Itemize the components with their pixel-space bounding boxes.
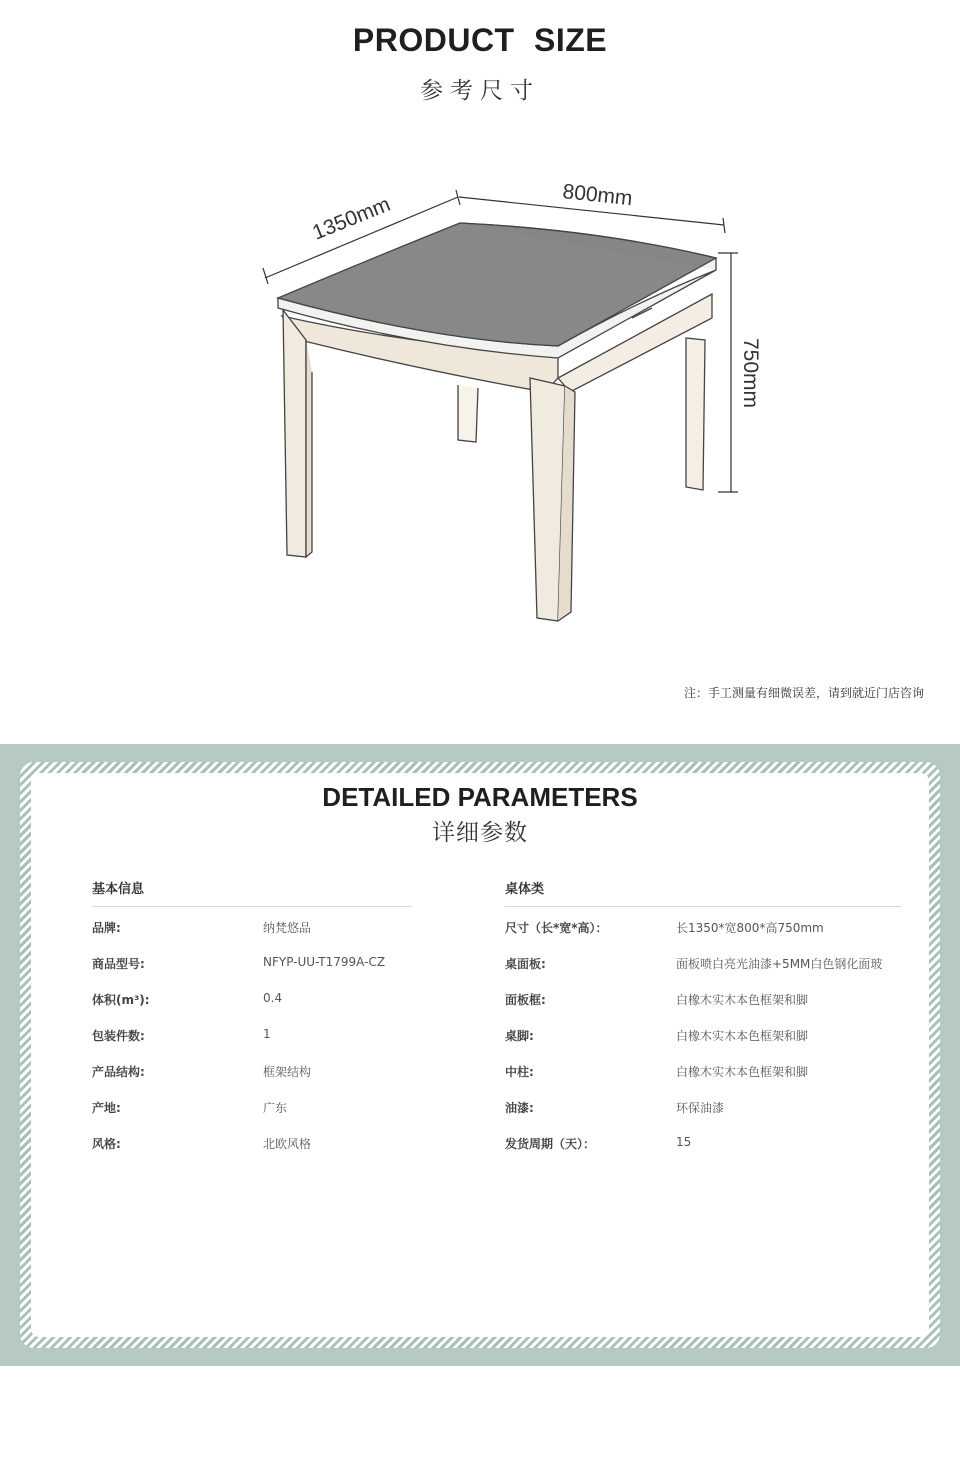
param-row: [505, 943, 901, 979]
param-key: 商品型号:: [92, 957, 145, 971]
param-value: 环保油漆: [676, 1101, 725, 1115]
param-value: 白橡木实木本色框架和脚: [676, 993, 809, 1007]
param-key: 包装件数:: [92, 1029, 145, 1043]
param-value: 15: [676, 1135, 692, 1149]
param-key: 尺寸（长*宽*高）：: [505, 921, 608, 935]
param-key: 风格:: [92, 1137, 121, 1151]
param-row: [92, 979, 412, 1015]
param-key: 面板框:: [505, 993, 546, 1007]
param-key: 中柱:: [505, 1065, 534, 1079]
table-body-column: [505, 880, 901, 1159]
product-size-subtitle: 参考尺寸: [420, 78, 540, 104]
param-row: [92, 1123, 412, 1159]
param-key: 桌面板:: [505, 957, 546, 971]
basic-info-column: [92, 880, 412, 1159]
param-row: [505, 979, 901, 1015]
dim-length-label: 1350mm: [309, 192, 394, 245]
param-key: 油漆:: [505, 1101, 534, 1115]
param-key: 体积(m³):: [92, 993, 150, 1007]
dim-width-label: 800mm: [561, 180, 634, 211]
measurement-note: 注：手工测量有细微误差，请到就近门店咨询: [683, 686, 924, 700]
param-value: 广东: [263, 1101, 288, 1115]
table-outline: [278, 223, 716, 621]
parameters-subtitle: 详细参数: [432, 820, 528, 846]
param-key: 发货周期（天）：: [505, 1137, 596, 1151]
param-value: 纳梵悠品: [263, 921, 312, 935]
table-body-heading: 桌体类: [505, 880, 901, 907]
param-row: [505, 1123, 901, 1159]
param-row: [92, 907, 412, 943]
param-key: 桌脚:: [505, 1029, 534, 1043]
param-value: 白橡木实木本色框架和脚: [676, 1065, 809, 1079]
param-value: 北欧风格: [263, 1137, 312, 1151]
param-value: 1: [263, 1027, 271, 1041]
param-key: 品牌:: [92, 921, 121, 935]
param-value: 0.4: [263, 991, 283, 1005]
parameters-title: DETAILED PARAMETERS: [322, 782, 638, 812]
dim-height-label: 750mm: [739, 338, 762, 409]
param-key: 产品结构:: [92, 1065, 145, 1079]
param-value: 长1350*宽800*高750mm: [676, 921, 824, 935]
param-row: [92, 1051, 412, 1087]
param-row: [505, 1051, 901, 1087]
product-size-title: PRODUCT SIZE: [352, 22, 608, 58]
param-row: [92, 1015, 412, 1051]
table-dimension-drawing: [0, 170, 960, 650]
param-value: 白橡木实木本色框架和脚: [676, 1029, 809, 1043]
param-key: 产地:: [92, 1101, 121, 1115]
param-row: [92, 943, 412, 979]
param-row: [505, 1015, 901, 1051]
param-value: 框架结构: [263, 1065, 312, 1079]
param-row: [505, 907, 901, 943]
param-row: [92, 1087, 412, 1123]
basic-info-heading: 基本信息: [92, 880, 412, 907]
param-value: NFYP-UU-T1799A-CZ: [263, 955, 386, 969]
param-row: [505, 1087, 901, 1123]
param-value: 面板喷白亮光油漆+5MM白色钢化面玻: [676, 957, 883, 971]
